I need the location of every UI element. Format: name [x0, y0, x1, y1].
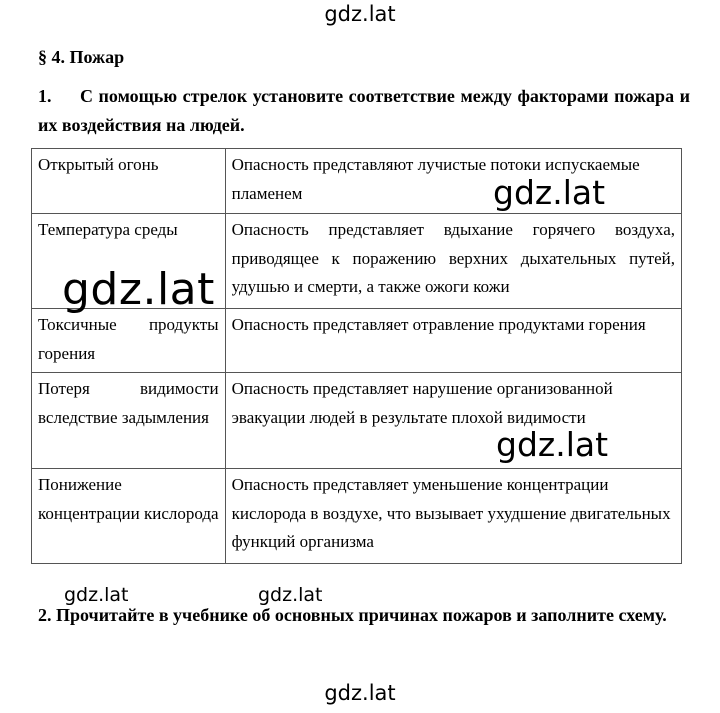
watermark-big: gdz.lat [62, 264, 215, 315]
watermark-mid-1: gdz.lat [493, 173, 606, 212]
effect-cell: Опасность представляет вдыхание горячего воздуха, приводящее к поражению верхних дыхательных путей, удушью и смерти, а также ожоги кожи [225, 214, 681, 309]
effect-cell: Опасность представляет отравление продуктами горения [225, 309, 681, 373]
watermark-top: gdz.lat [324, 2, 396, 26]
question-1-text: С помощью стрелок установите соответствие между факторами пожара и их воздействия на людей. [38, 86, 690, 135]
question-2: 2. Прочитайте в учебнике об основных причинах пожаров и заполните схему. [38, 605, 667, 625]
factor-cell: Температура среды [32, 214, 226, 309]
effect-cell: Опасность представляют лучистые потоки испускаемые пламенем [225, 149, 681, 214]
factor-cell: Понижение концентрации кислорода [32, 469, 226, 564]
watermark-small-1: gdz.lat [64, 584, 129, 606]
table-row [32, 309, 682, 373]
question-1 [38, 82, 690, 140]
section-title: § 4. Пожар [38, 47, 125, 67]
question-1-number: 1. [38, 86, 52, 106]
watermark-small-2: gdz.lat [258, 584, 323, 606]
watermark-bottom: gdz.lat [324, 681, 396, 705]
effect-cell: Опасность представляет нарушение организованной эвакуации людей в результате плохой видимости [225, 373, 681, 469]
factor-cell: Токсичные продукты горения [32, 309, 226, 373]
effect-cell: Опасность представляет уменьшение концентрации кислорода в воздухе, что вызывает ухудшение двигательных функций организма [225, 469, 681, 564]
table-row [32, 469, 682, 564]
factor-cell: Потеря видимости вследствие задымления [32, 373, 226, 469]
factor-cell: Открытый огонь [32, 149, 226, 214]
watermark-mid-2: gdz.lat [496, 425, 609, 464]
